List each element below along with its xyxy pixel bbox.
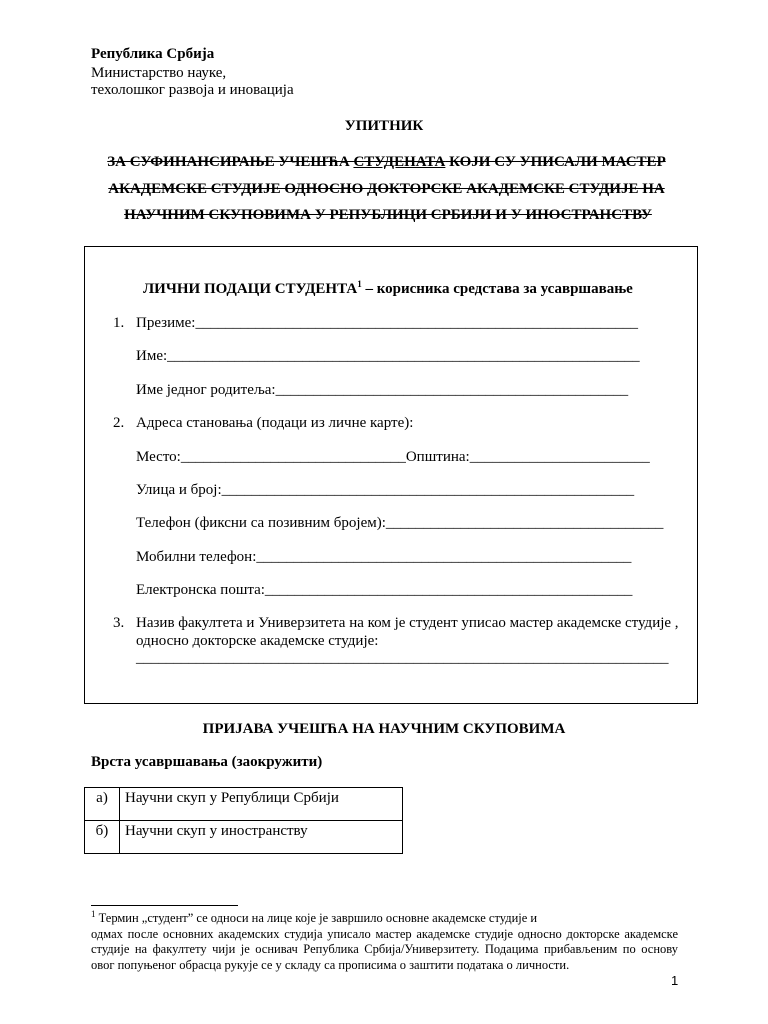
subtitle-line-1: ЗА СУФИНАНСИРАЊЕ УЧЕШЋА СТУДЕНАТА КОЈИ СУ УПИСАЛИ МАСТЕР [107,154,666,170]
parent-name-field[interactable]: Име једног родитеља:_______________________________________________ [136,382,629,398]
table-row[interactable] [85,788,403,821]
phone-field[interactable]: Телефон (фиксни са позивним бројем):_____________________________________ [136,515,664,531]
option-letter[interactable]: б) [85,821,120,854]
surname-field[interactable]: Презиме:___________________________________________________________ [136,315,638,331]
ministry-line-2: техолошког развоја и иновација [91,82,294,98]
subtitle-line-3: НАУЧНИМ СКУПОВИМА У РЕПУБЛИЦИ СРБИЈИ И У ИНОСТРАНСТВУ [124,207,652,223]
training-type-table [84,787,403,854]
table-row[interactable] [85,821,403,854]
item-number-1: 1. [113,315,125,331]
place-municipality-field[interactable]: Место:______________________________Општина:________________________ [136,449,650,465]
item-number-3: 3. [113,615,125,631]
faculty-label-line-2: односно докторске академске студије: [136,633,379,649]
footnote-line-2: одмах после основних академских студија уписало мастер академске студије односно докторске академске [91,927,678,941]
email-field[interactable]: Електронска пошта:_________________________________________________ [136,582,633,598]
name-field[interactable]: Име:_______________________________________________________________ [136,348,640,364]
subtitle-line-2: АКАДЕМСКЕ СТУДИЈЕ ОДНОСНО ДОКТОРСКЕ АКАДЕМСКЕ СТУДИЈЕ НА [108,181,665,197]
street-number-field[interactable]: Улица и број:_______________________________________________________ [136,482,635,498]
page-number: 1 [671,973,679,988]
ministry-line-1: Министарство науке, [91,65,227,81]
footnote-ref: 1 [357,279,362,289]
item-number-2: 2. [113,415,125,431]
option-letter[interactable]: а) [85,788,120,821]
footnote-line-4: овог попуњеног обрасца рукује се у складу са прописима о заштити података о личности. [91,958,570,972]
mobile-phone-field[interactable]: Мобилни телефон:__________________________________________________ [136,549,632,565]
training-type-label: Врста усавршавања (заокружити) [91,754,323,770]
address-label: Адреса становања (подаци из личне карте): [136,415,414,431]
faculty-label-line-1: Назив факултета и Универзитета на ком је студент уписао мастер академске студије , [136,615,679,631]
option-text: Научни скуп у иностранству [120,821,403,854]
faculty-field[interactable]: _______________________________________________________________________ [136,650,669,666]
footnote-line-3: студије на факултету чији је оснивач Република Србија/Универзитету. Подацима прибављеним по основу [91,942,678,956]
footnote-separator [91,905,238,906]
country-name: Република Србија [91,46,215,62]
option-text: Научни скуп у Републици Србији [120,788,403,821]
page-title: УПИТНИК [344,118,424,134]
personal-data-heading: ЛИЧНИ ПОДАЦИ СТУДЕНТА$^1$ – корисника средстава за усавршавање [143,279,633,297]
application-heading: ПРИЈАВА УЧЕШЋА НА НАУЧНИМ СКУПОВИМА [202,721,566,737]
footnote-line-1: $^1$ Термин „студент” се односи на лице које је завршило основне академске студије и [91,908,538,925]
